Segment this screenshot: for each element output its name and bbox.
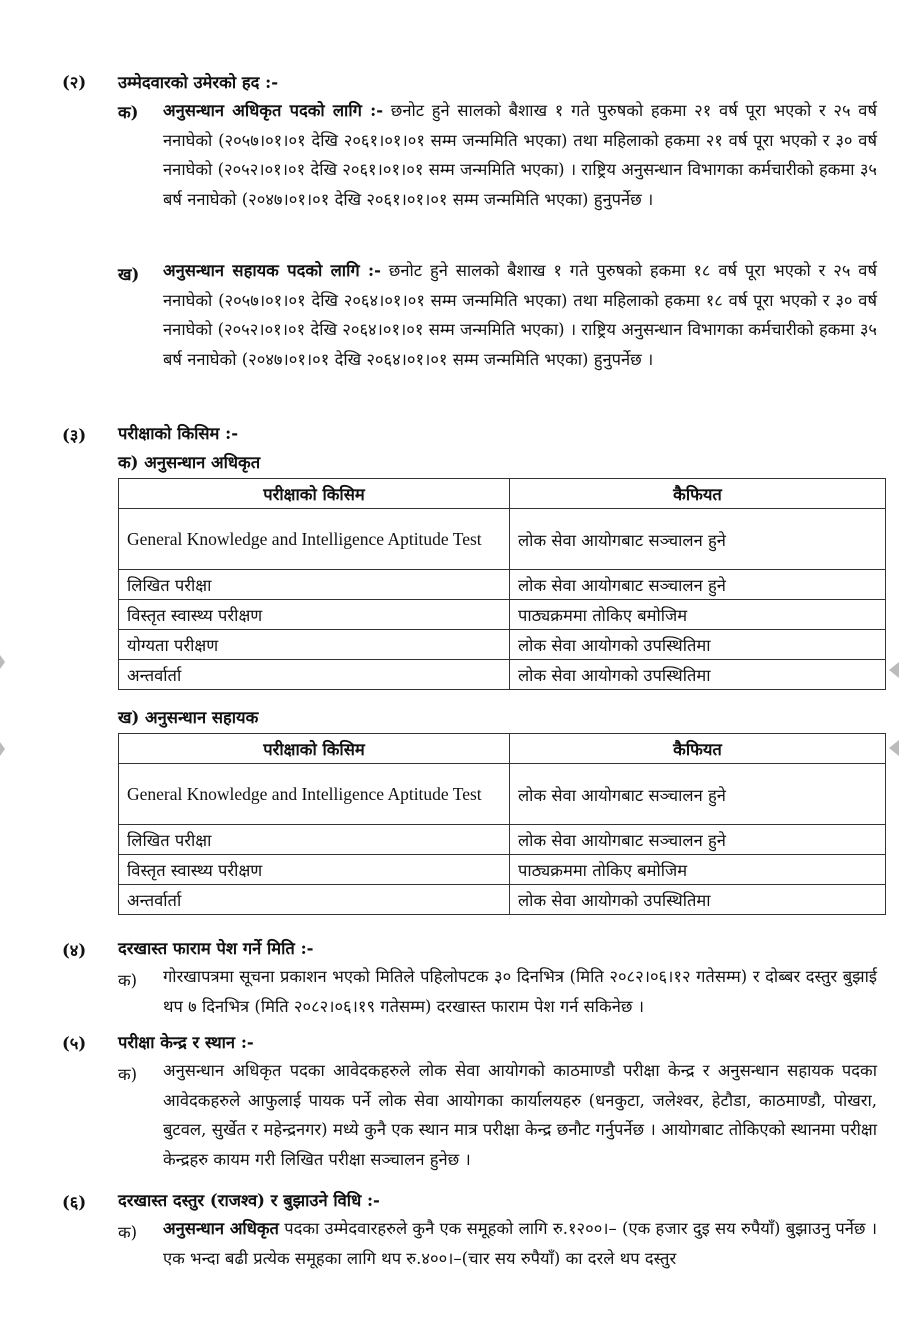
table-row (119, 885, 886, 915)
exam-type-cell: अन्तर्वार्ता (119, 885, 510, 915)
exam-type-table-assistant (118, 733, 886, 915)
remarks-cell: पाठ्यक्रममा तोकिए बमोजिम (510, 600, 886, 630)
table-header-row (119, 734, 886, 764)
table-b-caption: ख) अनुसन्धान सहायक (118, 708, 259, 727)
table-a-caption: क) अनुसन्धान अधिकृत (118, 453, 261, 472)
column-header-remarks: कैफियत (510, 734, 886, 764)
table-row (119, 600, 886, 630)
item-bold-lead: अनुसन्धान सहायक पदको लागि :- (163, 261, 381, 280)
section-6-number: (६) (62, 1193, 87, 1212)
column-header-remarks: कैफियत (510, 479, 886, 509)
section-2-heading: उम्मेदवारको उमेरको हद :- (118, 73, 279, 92)
exam-type-cell: General Knowledge and Intelligence Aptitude Test (119, 764, 510, 825)
remarks-cell: लोक सेवा आयोगबाट सञ्चालन हुने (510, 764, 886, 825)
exam-type-cell: विस्तृत स्वास्थ्य परीक्षण (119, 600, 510, 630)
section-5-heading: परीक्षा केन्द्र र स्थान :- (118, 1033, 254, 1052)
remarks-cell: लोक सेवा आयोगबाट सञ्चालन हुने (510, 825, 886, 855)
exam-type-cell: विस्तृत स्वास्थ्य परीक्षण (119, 855, 510, 885)
right-edge-mark (889, 740, 899, 756)
item-label: ख) (118, 265, 140, 284)
table-row (119, 764, 886, 825)
table-row (119, 660, 886, 690)
table-body (119, 764, 886, 915)
item-text: पदका उम्मेदवारहरुले कुनै एक समूहको लागि रु.१२००।– (एक हजार दुइ सय रुपैयाँ) बुझाउनु पर्नेछ । एक भन्दा बढी प्रत्येक समूहका लागि थप रु.४००।–(चार सय रुपैयाँ) का दरले थप दस्तुर (163, 1219, 877, 1268)
section-5-number: (५) (62, 1034, 87, 1053)
remarks-cell: लोक सेवा आयोगबाट सञ्चालन हुने (510, 509, 886, 570)
item-bold-lead: अनुसन्धान अधिकृत (163, 1219, 279, 1238)
table-row (119, 825, 886, 855)
column-header-exam-type: परीक्षाको किसिम (119, 479, 510, 509)
exam-type-cell: लिखित परीक्षा (119, 825, 510, 855)
item-label: क) (118, 1065, 138, 1084)
item-text: छनोट हुने सालको बैशाख १ गते पुरुषको हकमा १८ वर्ष पूरा भएको र २५ वर्ष ननाघेको (२०५७।०१।०१ देखि २०६४।०१।०१ सम्म जन्ममिति भएका) तथा महिलाको हकमा १८ वर्ष पूरा भएको र ३० वर्ष ननाघेको (२०५२।०१।०१ देखि २०६४।०१।०१ सम्म जन्ममिति भएका) । राष्ट्रिय अनुसन्धान विभागका कर्मचारीको हकमा ३५ बर्ष ननाघेको (२०४७।०१।०१ देखि २०६४।०१।०१ सम्म जन्ममिति भएका) हुनुपर्नेछ । (163, 261, 877, 369)
left-edge-mark (0, 742, 5, 756)
item-bold-lead: अनुसन्धान अधिकृत पदको लागि :- (163, 101, 384, 120)
remarks-cell: लोक सेवा आयोगबाट सञ्चालन हुने (510, 570, 886, 600)
section-2-item-b (163, 256, 877, 374)
section-6-heading: दरखास्त दस्तुर (राजश्व) र बुझाउने विधि :- (118, 1191, 380, 1210)
item-text: छनोट हुने सालको बैशाख १ गते पुरुषको हकमा २१ वर्ष पूरा भएको र २५ वर्ष ननाघेको (२०५७।०१।०१ देखि २०६१।०१।०१ सम्म जन्ममिति भएका) तथा महिलाको हकमा २१ वर्ष पूरा भएको र ३० वर्ष ननाघेको (२०५२।०१।०१ देखि २०६१।०१।०१ सम्म जन्ममिति भएका) । राष्ट्रिय अनुसन्धान विभागका कर्मचारीको हकमा ३५ बर्ष ननाघेको (२०४७।०१।०१ देखि २०६१।०१।०१ सम्म जन्ममिति भएका) हुनुपर्नेछ । (163, 101, 877, 209)
column-header-exam-type: परीक्षाको किसिम (119, 734, 510, 764)
section-3-number: (३) (62, 426, 87, 445)
left-edge-mark (0, 655, 5, 669)
remarks-cell: लोक सेवा आयोगको उपस्थितिमा (510, 885, 886, 915)
section-2-item-a (163, 96, 877, 214)
exam-type-table-officer (118, 478, 886, 690)
section-4-heading: दरखास्त फाराम पेश गर्ने मिति :- (118, 939, 314, 958)
table-row (119, 630, 886, 660)
item-label: क) (118, 971, 138, 990)
item-label: क) (118, 103, 139, 122)
section-6-item-a (163, 1214, 877, 1273)
section-4-item-a: गोरखापत्रमा सूचना प्रकाशन भएको मितिले पहिलोपटक ३० दिनभित्र (मिति २०८२।०६।१२ गतेसम्म) र दोब्बर दस्तुर बुझाई थप ७ दिनभित्र (मिति २०८२।०६।१९ गतेसम्म) दरखास्त फाराम पेश गर्न सकिनेछ । (163, 967, 877, 1016)
section-4-number: (४) (62, 941, 87, 960)
remarks-cell: लोक सेवा आयोगको उपस्थितिमा (510, 630, 886, 660)
exam-type-cell: अन्तर्वार्ता (119, 660, 510, 690)
item-label: क) (118, 1223, 138, 1242)
right-edge-mark (889, 662, 899, 678)
table-row (119, 855, 886, 885)
table-header-row (119, 479, 886, 509)
table-row (119, 509, 886, 570)
table-row (119, 570, 886, 600)
remarks-cell: पाठ्यक्रममा तोकिए बमोजिम (510, 855, 886, 885)
section-2-number: (२) (62, 73, 87, 92)
exam-type-cell: योग्यता परीक्षण (119, 630, 510, 660)
section-5-item-a: अनुसन्धान अधिकृत पदका आवेदकहरुले लोक सेवा आयोगको काठमाण्डौ परीक्षा केन्द्र र अनुसन्धान सहायक पदका आवेदकहरुले आफुलाई पायक पर्ने लोक सेवा आयोगका कार्यालयहरु (धनकुटा, जलेश्वर, हेटौडा, काठमाण्डौ, पोखरा, बुटवल, सुर्खेत र महेन्द्रनगर) मध्ये कुनै एक स्थान मात्र परीक्षा केन्द्र छनौट गर्नुपर्नेछ । आयोगबाट तोकिएको स्थानमा परीक्षा केन्द्रहरु कायम गरी लिखित परीक्षा सञ्चालन हुनेछ । (163, 1061, 877, 1169)
remarks-cell: लोक सेवा आयोगको उपस्थितिमा (510, 660, 886, 690)
exam-type-cell: लिखित परीक्षा (119, 570, 510, 600)
section-3-heading: परीक्षाको किसिम :- (118, 424, 239, 443)
table-body (119, 509, 886, 690)
exam-type-cell: General Knowledge and Intelligence Aptitude Test (119, 509, 510, 570)
